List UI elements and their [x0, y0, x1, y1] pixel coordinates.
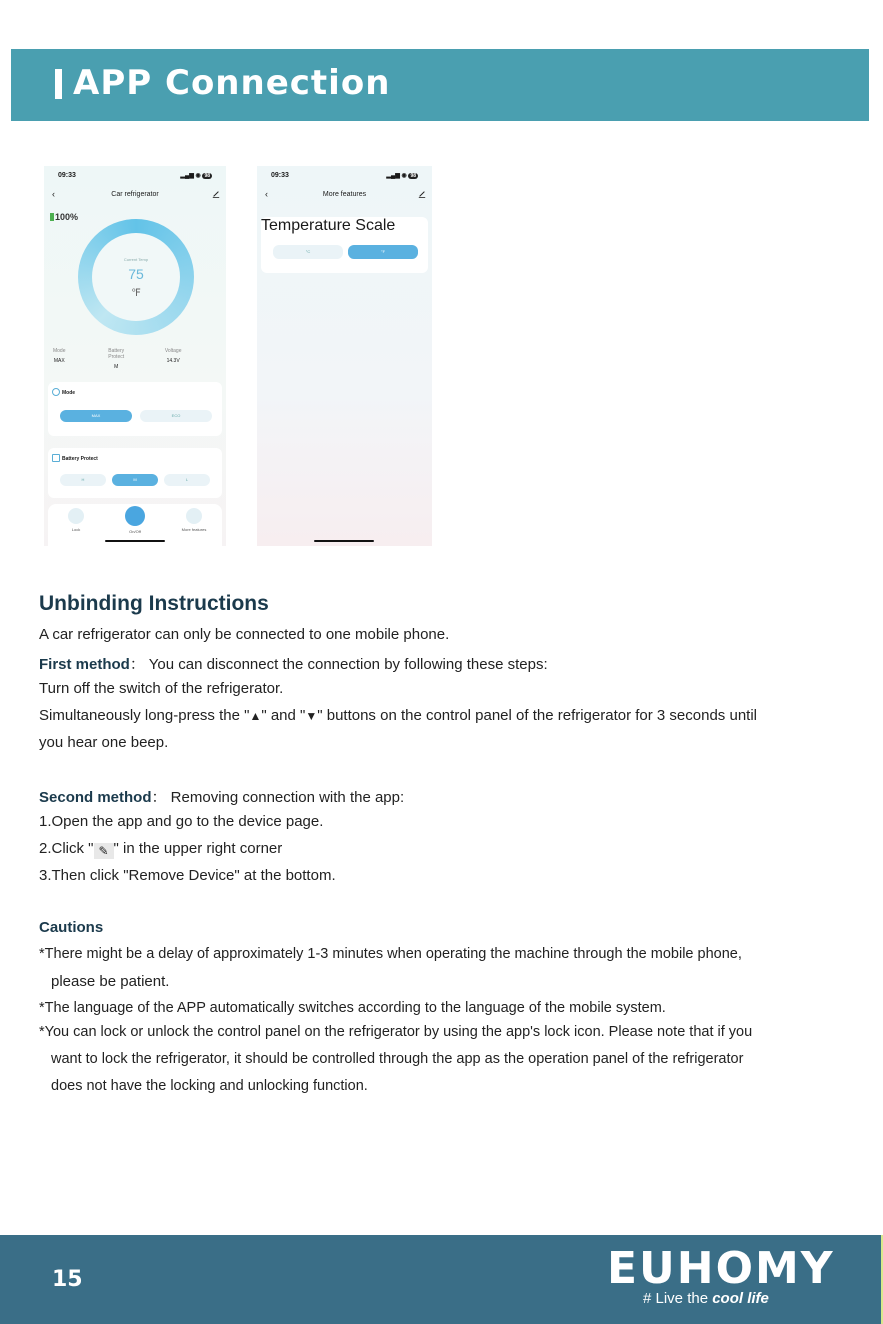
current-temp-label: Current Temp [123, 257, 149, 262]
battery-icon [50, 213, 54, 221]
phone-screenshot-more-features [257, 166, 432, 546]
battery-badge: 98 [204, 173, 210, 179]
nav-title: More features [322, 191, 367, 198]
edit-icon[interactable] [212, 190, 220, 198]
step-b-continued: you hear one beep. [39, 734, 169, 751]
mode-card [48, 382, 222, 436]
home-indicator [105, 540, 165, 542]
step-a: Turn off the switch of the refrigerator. [39, 680, 284, 697]
battery-protect-title: Battery Protect [62, 456, 98, 462]
intro-text: A car refrigerator can only be connected to one mobile phone. [39, 626, 450, 643]
battery-l-button[interactable]: L [164, 474, 210, 486]
stat-battery-protect [107, 348, 163, 370]
mode-max-button[interactable]: MAX [60, 410, 132, 422]
status-time: 09:33 [58, 172, 76, 179]
battery-level [50, 212, 78, 222]
step-text: " in the upper right corner [113, 840, 283, 857]
second-method-text: ： Removing connection with the app: [151, 789, 405, 806]
tab-label: Lock [71, 527, 81, 532]
grid-icon [186, 508, 202, 524]
step-b-text: " buttons on the control panel of the refrigerator for 3 seconds until [317, 707, 757, 724]
battery-h-button[interactable]: H [60, 474, 106, 486]
temperature-display [92, 233, 180, 321]
caution-1-continued: please be patient. [51, 973, 170, 990]
caution-3-continued-1: want to lock the refrigerator, it should be controlled through the app as the operation panel of the refrigerator [51, 1051, 744, 1067]
caution-2: *The language of the APP automatically switches according to the language of the mobile system. [39, 1000, 666, 1016]
back-icon[interactable]: ‹ [265, 189, 268, 199]
nav-title: Car refrigerator [111, 191, 159, 198]
first-method-label: First method [39, 656, 130, 673]
battery-protect-card [48, 448, 222, 498]
second-step-1: 1.Open the app and go to the device page. [39, 813, 324, 830]
stat-value: 14.3V [166, 358, 180, 364]
celsius-button[interactable]: °C [273, 245, 343, 259]
mode-card-title: Mode [62, 390, 76, 396]
temp-unit: ℉ [131, 288, 141, 299]
status-bar [44, 172, 226, 184]
page-title: APP Connection [73, 63, 391, 103]
brand-logo: EUHOMY [607, 1243, 835, 1294]
signal-icon: ▂▄▆ ◉ 98 [386, 173, 416, 179]
lock-icon [68, 508, 84, 524]
step-b-text: Simultaneously long-press the " [39, 707, 250, 724]
temperature-scale-card [261, 217, 428, 273]
stat-label: Battery Protect [108, 348, 125, 360]
tagline-emphasis: cool life [712, 1290, 769, 1307]
phone-screenshot-main [44, 166, 226, 546]
stat-value: MAX [53, 358, 65, 364]
back-icon[interactable]: ‹ [52, 189, 55, 199]
tab-label: On/Off [129, 529, 141, 534]
app-navbar [44, 191, 226, 203]
battery-m-button[interactable]: M [112, 474, 158, 486]
header-accent-bar [55, 69, 62, 99]
first-method-text: ： You can disconnect the connection by following these steps: [129, 656, 548, 673]
stat-mode [50, 348, 106, 370]
fahrenheit-button[interactable]: °F [348, 245, 418, 259]
battery-badge: 98 [410, 173, 416, 179]
stat-label: Mode [52, 348, 66, 354]
brand-tagline [643, 1290, 769, 1307]
down-arrow-icon: ▼ [305, 709, 318, 723]
status-bar [257, 172, 432, 184]
page-number: 15 [52, 1267, 83, 1292]
edit-icon[interactable] [418, 190, 426, 198]
stat-label: Voltage [164, 348, 182, 354]
first-method-line [39, 653, 548, 674]
cautions-heading: Cautions [39, 919, 104, 936]
caution-3: *You can lock or unlock the control panel on the refrigerator by using the app's lock icon. Please note that if you [39, 1024, 753, 1040]
step-b [39, 707, 757, 724]
signal-icon: ▂▄▆ ◉ 98 [180, 173, 210, 179]
edit-icon: ✎ [94, 843, 114, 859]
section-header [11, 49, 869, 121]
tab-label: More features [181, 527, 207, 532]
up-arrow-icon: ▲ [249, 709, 262, 723]
battery-level-text: 100% [55, 212, 79, 222]
tagline-text: # Live the [643, 1290, 713, 1307]
stat-value: M [114, 364, 119, 370]
app-navbar [257, 191, 432, 203]
caution-3-continued-2: does not have the locking and unlocking function. [51, 1078, 368, 1094]
caution-1: *There might be a delay of approximately 1-3 minutes when operating the machine through the mobile phone, [39, 946, 742, 962]
step-b-text: " and " [261, 707, 306, 724]
bottom-tab-bar [48, 504, 222, 546]
step-text: 2.Click " [39, 840, 94, 857]
temperature-scale-title: Temperature Scale [261, 217, 396, 234]
stat-voltage [164, 348, 220, 370]
mode-icon [52, 388, 60, 396]
second-method-label: Second method [39, 789, 152, 806]
temperature-ring [78, 219, 194, 335]
tab-more-features[interactable] [174, 508, 214, 532]
status-stats [50, 348, 220, 370]
second-method-line [39, 786, 404, 807]
status-time: 09:33 [271, 172, 289, 179]
temp-value: 75 [128, 266, 144, 282]
tab-on-off[interactable] [115, 506, 155, 534]
second-step-2 [39, 840, 282, 859]
page-footer [0, 1235, 883, 1324]
battery-protect-icon [52, 454, 60, 462]
home-indicator [314, 540, 374, 542]
second-step-3: 3.Then click "Remove Device" at the bottom. [39, 867, 336, 884]
power-icon [125, 506, 145, 526]
unbinding-heading: Unbinding Instructions [39, 592, 269, 615]
mode-eco-button[interactable]: ECO [140, 410, 212, 422]
tab-lock[interactable] [56, 508, 96, 532]
